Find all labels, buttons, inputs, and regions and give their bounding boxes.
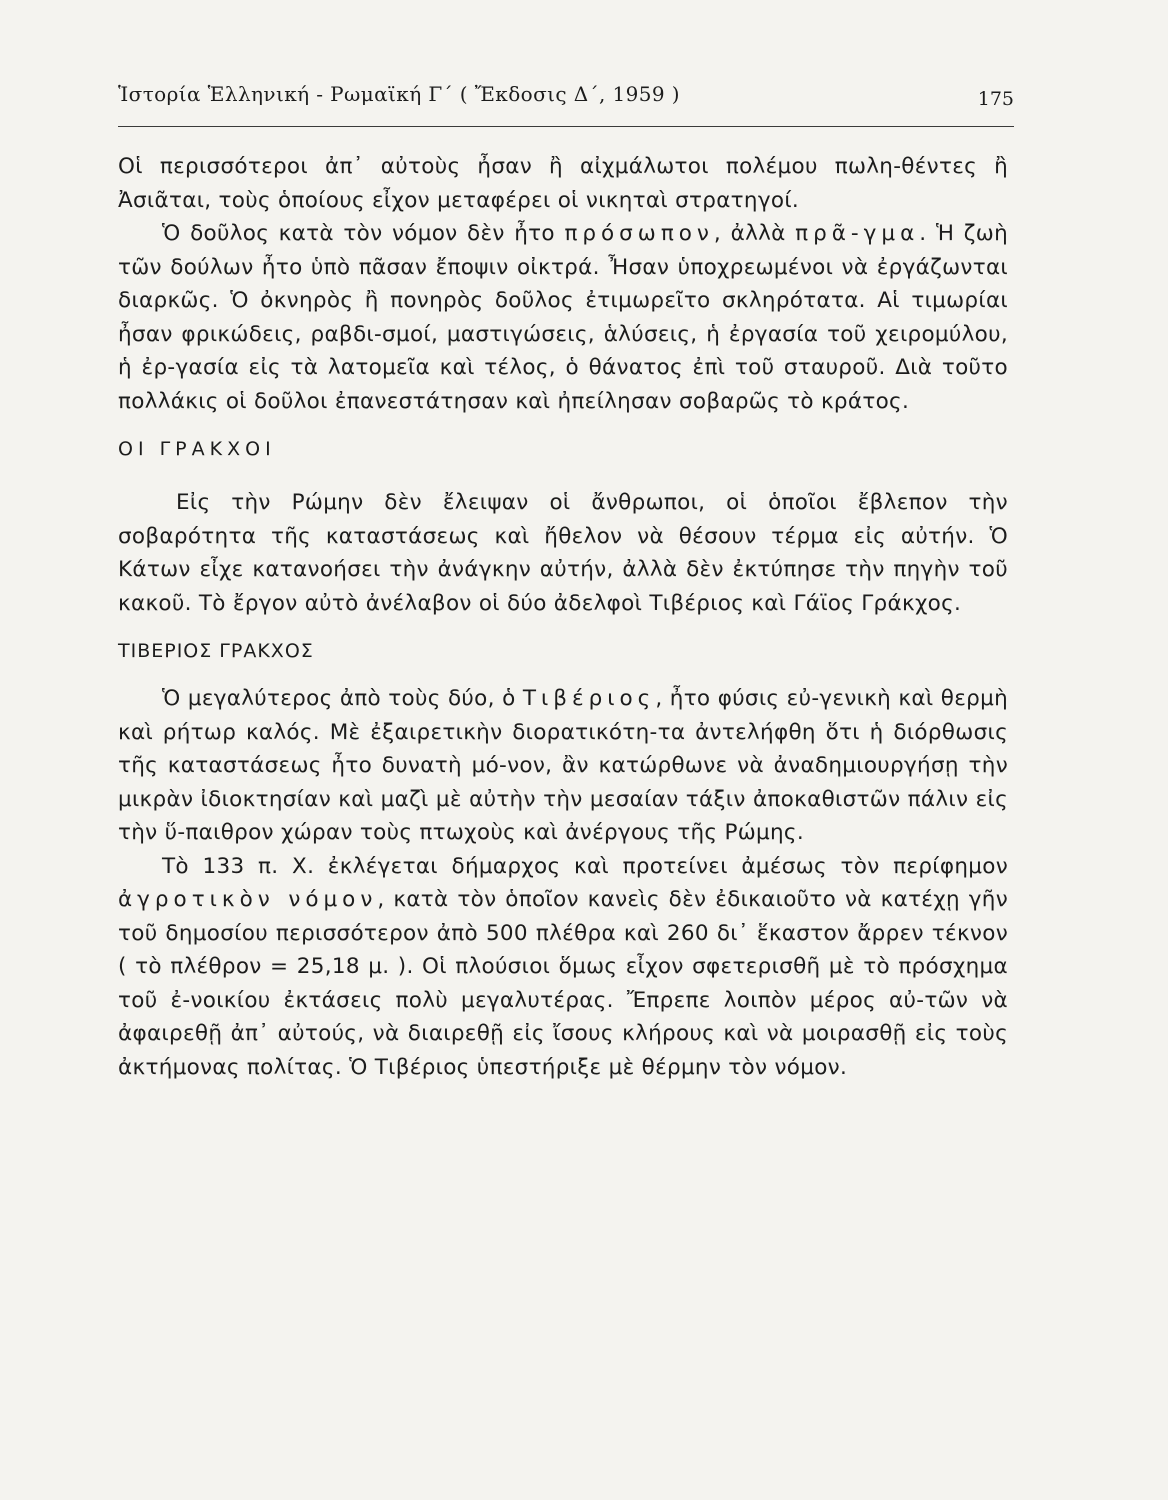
paragraph-2: [118, 217, 1008, 418]
emphasis-tiberios: Τιβέριος: [522, 686, 656, 711]
emphasis-agrotikon-nomon: ἀγροτικὸν νόμον: [118, 887, 378, 912]
section-heading-tiberius: ΤΙΒΕΡΙΟΣ ΓΡΑΚΧΟΣ: [118, 640, 314, 662]
emphasis-prosopon: πρόσωπον: [564, 221, 714, 246]
paragraph-2-part-e: . Ἡ ζωὴ τῶν δούλων ἦτο ὑπὸ πᾶσαν ἔποψιν οἰκτρά. Ἦσαν ὑποχρεωμένοι νὰ ἐργάζωνται διαρκῶς. Ὁ ὀκνηρὸς ἢ πονηρὸς δοῦλος ἐτιμωρεῖτο σκληρότατα. Αἱ τιμωρίαι ἦσαν φρικώδεις, ραβδι-σμοί, μαστιγώσεις, ἁλύσεις, ἡ ἐργασία τοῦ χειρομύλου, ἡ ἐρ-γασία εἰς τὰ λατομεῖα καὶ τέλος, ὁ θάνατος ἐπὶ τοῦ σταυροῦ. Διὰ τοῦτο πολλάκις οἱ δοῦλοι ἐπανεστάτησαν καὶ ἠπείλησαν σοβαρῶς τὸ κράτος.: [118, 221, 1008, 414]
page-number: 175: [977, 88, 1014, 110]
paragraph-4: [118, 682, 1008, 850]
paragraph-4-part-a: Ὁ μεγαλύτερος ἀπὸ τοὺς δύο, ὁ: [162, 686, 523, 711]
header-rule: [118, 126, 1014, 127]
emphasis-pragma: πρᾶ-γμα: [795, 221, 920, 246]
running-title: Ἱστορία Ἑλληνική - Ρωμαϊκή Γ΄ ( Ἔκδοσις Δ΄, 1959 ): [118, 82, 680, 106]
paragraph-1: Οἱ περισσότεροι ἀπ᾽ αὐτοὺς ἦσαν ἢ αἰχμάλωτοι πολέμου πωλη-θέντες ἢ Ἀσιᾶται, τοὺς ὁποίους εἶχον μεταφέρει οἱ νικηταὶ στρατηγοί.: [118, 154, 1008, 213]
paragraph-2-part-c: , ἀλλὰ: [713, 221, 796, 246]
paragraph-5-part-c: , κατὰ τὸν ὁποῖον κανεὶς δὲν ἐδικαιοῦτο νὰ κατέχῃ γῆν τοῦ δημοσίου περισσότερον ἀπὸ 500 πλέθρα καὶ 260 δι᾽ ἕκαστον ἄρρεν τέκνον ( τὸ πλέθρον = 25,18 μ. ). Οἱ πλούσιοι ὅμως εἶχον σφετερισθῆ μὲ τὸ πρόσχημα τοῦ ἐ-νοικίου ἐκτάσεις πολὺ μεγαλυτέρας. Ἔπρεπε λοιπὸν μέρος αὐ-τῶν νὰ ἀφαιρεθῇ ἀπ᾽ αὐτούς, νὰ διαιρεθῇ εἰς ἴσους κλήρους καὶ νὰ μοιρασθῇ εἰς τοὺς ἀκτήμονας πολίτας. Ὁ Τιβέριος ὑπεστήριξε μὲ θέρμην τὸν νόμον.: [118, 887, 1009, 1080]
paragraph-5: [118, 850, 1008, 1085]
paragraph-2-part-a: Ὁ δοῦλος κατὰ τὸν νόμον δὲν ἦτο: [162, 221, 565, 246]
paragraph-4-part-c: , ἦτο φύσις εὐ-γενικὴ καὶ θερμὴ καὶ ρήτωρ καλός. Μὲ ἐξαιρετικὴν διορατικότη-τα ἀντελήφθη ὅτι ἡ διόρθωσις τῆς καταστάσεως ἦτο δυνατὴ μό-νον, ἂν κατώρθωνε νὰ ἀναδημιουργήσῃ τὴν μικρὰν ἰδιοκτησίαν καὶ μαζὶ μὲ αὐτὴν τὴν μεσαίαν τάξιν ἀποκαθιστῶν πάλιν εἰς τὴν ὕ-παιθρον χώραν τοὺς πτωχοὺς καὶ ἀνέργους τῆς Ρώμης.: [118, 686, 1008, 845]
running-header: [118, 82, 1014, 122]
paragraph-3: Εἰς τὴν Ρώμην δὲν ἔλειψαν οἱ ἄνθρωποι, οἱ ὁποῖοι ἔβλεπον τὴν σοβαρότητα τῆς καταστάσεως καὶ ἤθελον νὰ θέσουν τέρμα εἰς αὐτήν. Ὁ Κάτων εἶχε κατανοήσει τὴν ἀνάγκην αὐτήν, ἀλλὰ δὲν ἐκτύπησε τὴν πηγὴν τοῦ κακοῦ. Τὸ ἔργον αὐτὸ ἀνέλαβον οἱ δύο ἀδελφοὶ Τιβέριος καὶ Γάϊος Γράκχος.: [118, 490, 1008, 616]
paragraph-5-part-a: Τὸ 133 π. Χ. ἐκλέγεται δήμαρχος καὶ προτείνει ἀμέσως τὸν περίφημον: [162, 853, 1008, 879]
main-text: [118, 150, 1008, 1084]
section-heading-gracchi: ΟΙ ΓΡΑΚΧΟΙ: [118, 438, 276, 460]
